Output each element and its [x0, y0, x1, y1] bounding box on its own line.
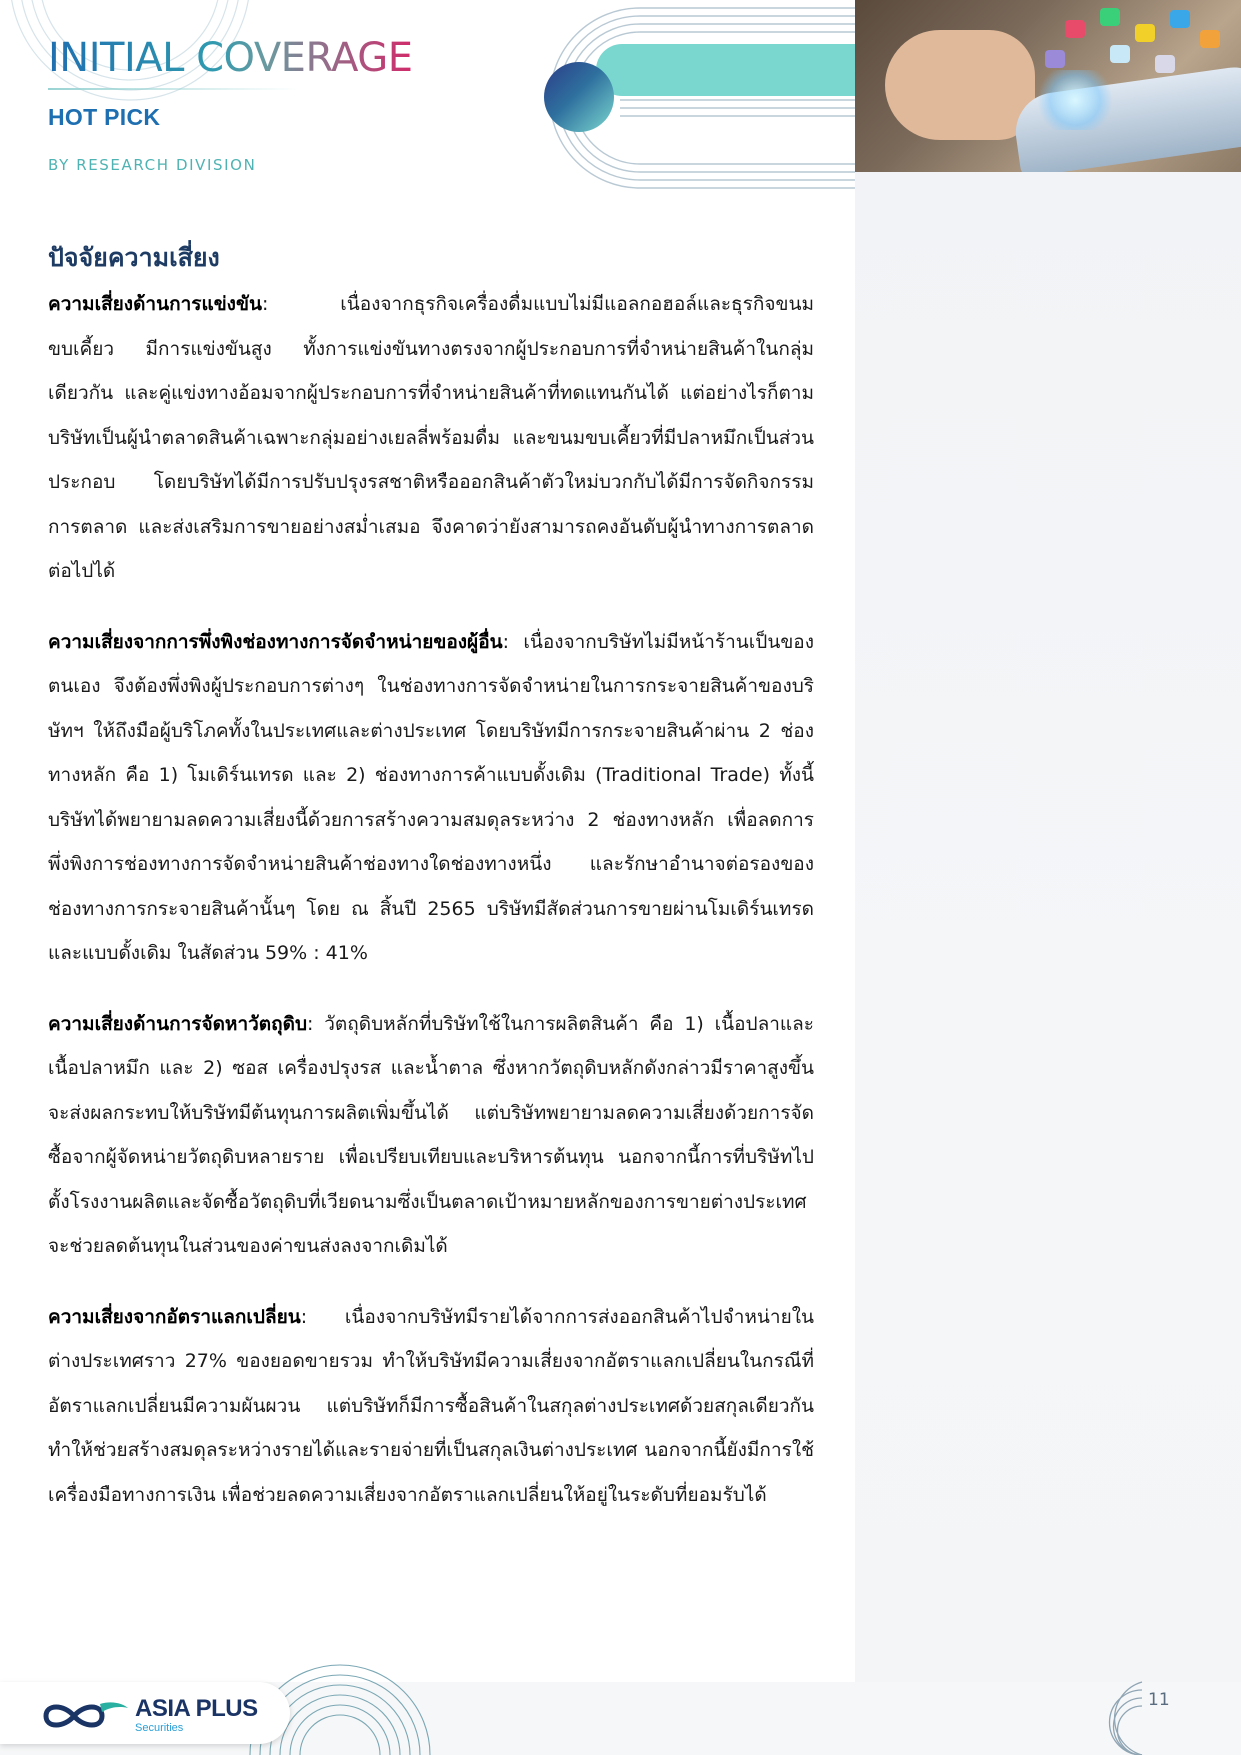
hero-hand-shape: [885, 30, 1035, 140]
hero-app-icon: [1065, 20, 1085, 38]
risk-heading: ความเสี่ยงจากการพึ่งพิงช่องทางการจัดจำหน่ายของผู้อื่น: [48, 630, 503, 653]
risk-text: : เนื่องจากธุรกิจเครื่องดื่มแบบไม่มีแอลกอฮอล์และธุรกิจขนมขบเคี้ยว มีการแข่งขันสูง ทั้งการแข่งขันทางตรงจากผู้ประกอบการที่จำหน่ายสินค้าในกลุ่มเดียวกัน และคู่แข่งทางอ้อมจากผู้ประกอบการที่จำหน่ายสินค้าที่ทดแทนกันได้ แต่อย่างไรก็ตามบริษัทเป็นผู้นำตลาดสินค้าเฉพาะกลุ่มอย่างเยลลี่พร้อมดื่ม และขนมขบเคี้ยวที่มีปลาหมึกเป็นส่วนประกอบ โดยบริษัทได้มีการปรับปรุงรสชาติหรือออกสินค้าตัวใหม่บวกกับได้มีการจัดกิจกรรมการตลาด และส่งเสริมการขายอย่างสม่ำเสมอ จึงคาดว่ายังสามารถคงอันดับผู้นำทางการตลาดต่อไปได้: [48, 293, 814, 582]
logo-name: ASIA PLUS: [135, 1695, 258, 1722]
risk-text: : วัตถุดิบหลักที่บริษัทใช้ในการผลิตสินค้า คือ 1) เนื้อปลาและเนื้อปลาหมึก และ 2) ซอส เครื่องปรุงรส และน้ำตาล ซึ่งหากวัตถุดิบหลักดังกล่าวมีราคาสูงขึ้น จะส่งผลกระทบให้บริษัทมีต้นทุนการผลิตเพิ่มขึ้นได้ แต่บริษัทพยายามลดความเสี่ยงด้วยการจัดซื้อจากผู้จัดหน่ายวัตถุดิบหลายราย เพื่อเปรียบเทียบและบริหารต้นทุน นอกจากนี้การที่บริษัทไปตั้งโรงงานผลิตและจัดซื้อวัตถุดิบที่เวียดนามซึ่งเป็นตลาดเป้าหมายหลักของการขายต่างประเทศ จะช่วยลดต้นทุนในส่วนของค่าขนส่งลงจากเดิมได้: [48, 1012, 814, 1257]
title-underline: [48, 88, 298, 90]
risk-paragraph: [48, 282, 814, 594]
section-title: ปัจจัยความเสี่ยง: [48, 243, 220, 272]
hero-app-icon: [1200, 30, 1220, 48]
hero-app-icon: [1170, 10, 1190, 28]
risk-heading: ความเสี่ยงด้านการแข่งขัน: [48, 293, 262, 315]
right-side-panel: [855, 172, 1241, 1682]
asia-plus-logo-mark: [40, 1698, 132, 1732]
risk-heading: ความเสี่ยงด้านการจัดหาวัตถุดิบ: [48, 1012, 308, 1035]
hero-app-icon: [1155, 55, 1175, 73]
header-byline: BY RESEARCH DIVISION: [48, 156, 257, 174]
hero-glow: [1035, 70, 1115, 130]
page-header-title: INITIAL COVERAGE: [48, 35, 413, 81]
hero-smartphone-image: [855, 0, 1241, 172]
hero-app-icon: [1135, 24, 1155, 42]
hero-app-icon: [1045, 50, 1065, 68]
header-accent-orb: [544, 62, 614, 132]
hero-app-icon: [1100, 8, 1120, 26]
risk-paragraph: [48, 1002, 814, 1269]
header-accent-bar: [596, 44, 855, 96]
logo-subtitle: Securities: [135, 1722, 184, 1734]
main-content: [48, 238, 814, 1543]
risk-text: : เนื่องจากบริษัทมีรายได้จากการส่งออกสินค้าไปจำหน่ายในต่างประเทศราว 27% ของยอดขายรวม ทำให้บริษัทมีความเสี่ยงจากอัตราแลกเปลี่ยนในกรณีที่อัตราแลกเปลี่ยนมีความผันผวน แต่บริษัทก็มีการซื้อสินค้าในสกุลต่างประเทศด้วยสกุลเดียวกัน ทำให้ช่วยสร้างสมดุลระหว่างรายได้และรายจ่ายที่เป็นสกุลเงินต่างประเทศ นอกจากนี้ยังมีการใช้เครื่องมือทางการเงิน เพื่อช่วยลดความเสี่ยงจากอัตราแลกเปลี่ยนให้อยู่ในระดับที่ยอมรับได้: [48, 1305, 814, 1506]
hero-app-icon: [1110, 45, 1130, 63]
risk-paragraph: [48, 620, 814, 976]
company-logo: [0, 1682, 290, 1744]
header-subtitle: HOT PICK: [48, 104, 161, 130]
page-number: 11: [1148, 1690, 1170, 1710]
risk-heading: ความเสี่ยงจากอัตราแลกเปลี่ยน: [48, 1305, 301, 1328]
risk-paragraph: [48, 1295, 814, 1518]
risk-text: : เนื่องจากบริษัทไม่มีหน้าร้านเป็นของตนเอง จึงต้องพึ่งพิงผู้ประกอบการต่างๆ ในช่องทางการจัดจำหน่ายในการกระจายสินค้าของบริษัทฯ ให้ถึงมือผู้บริโภคทั้งในประเทศและต่างประเทศ โดยบริษัทมีการกระจายสินค้าผ่าน 2 ช่องทางหลัก คือ 1) โมเดิร์นเทรด และ 2) ช่องทางการค้าแบบดั้งเดิม (Traditional Trade) ทั้งนี้บริษัทได้พยายามลดความเสี่ยงนี้ด้วยการสร้างความสมดุลระหว่าง 2 ช่องทางหลัก เพื่อลดการพึ่งพิงการช่องทางการจัดจำหน่ายสินค้าช่องทางใดช่องทางหนึ่ง และรักษาอำนาจต่อรองของช่องทางการกระจายสินค้านั้นๆ โดย ณ สิ้นปี 2565 บริษัทมีสัดส่วนการขายผ่านโมเดิร์นเทรด และแบบดั้งเดิม ในสัดส่วน 59% : 41%: [48, 630, 814, 964]
